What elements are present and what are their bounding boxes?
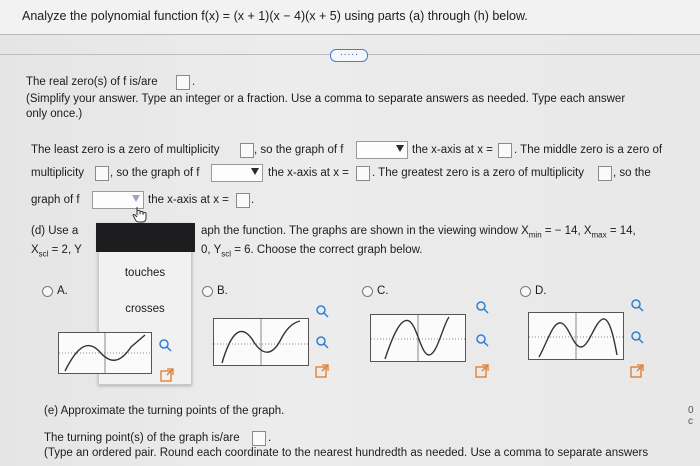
chevron-down-icon <box>132 195 140 202</box>
least-graph-text: , so the graph of f <box>254 144 344 156</box>
greatest-axis-text: the x-axis at x = <box>148 194 229 206</box>
external-link-icon[interactable] <box>475 364 489 378</box>
turning-points-input[interactable] <box>252 431 266 446</box>
external-link-icon[interactable] <box>630 364 644 378</box>
part-d-text-2: 0, $Y_{scl} = 6$. Choose the correct graph below. <box>201 244 423 259</box>
turning-points-instruction: (Type an ordered pair. Round each coordinate to the nearest hundredth as needed. Use a comma to separate answers <box>44 447 649 459</box>
external-link-icon[interactable] <box>315 364 329 378</box>
zoom-in-icon[interactable] <box>315 304 329 318</box>
external-link-icon[interactable] <box>160 368 174 382</box>
hand-cursor-icon <box>132 205 148 223</box>
real-zeros-instruction-1: (Simplify your answer. Type an integer or a fraction. Use a comma to separate answers as needed. Type each answer <box>26 93 626 105</box>
choice-b-label: B. <box>217 285 228 297</box>
redaction-block <box>96 223 195 252</box>
part-e-heading: (e) Approximate the turning points of the graph. <box>44 405 285 417</box>
turning-points-period: . <box>268 432 272 444</box>
part-d-text-1: aph the function. The graphs are shown in the viewing window $X_{min}$ = − 14, $X_{max} = 14$, <box>201 225 636 240</box>
side-text: 0 c <box>688 405 694 427</box>
graph-b[interactable] <box>213 318 309 366</box>
chevron-down-icon <box>396 145 404 152</box>
least-behavior-dropdown[interactable] <box>356 141 408 159</box>
least-zero-text: The least zero is a zero of multiplicity <box>31 144 220 156</box>
turning-points-label: The turning point(s) of the graph is/are <box>44 432 240 444</box>
middle-graph-text: , so the graph of f <box>110 167 200 179</box>
real-zeros-input[interactable] <box>176 75 190 90</box>
greatest-zero-text: . The greatest zero is a zero of multiplicity <box>372 167 584 179</box>
zoom-out-icon[interactable] <box>315 335 329 349</box>
least-x-input[interactable] <box>498 143 512 158</box>
choice-b-radio[interactable] <box>202 286 213 297</box>
real-zeros-period: . <box>192 76 196 88</box>
greatest-x-input[interactable] <box>236 193 250 208</box>
least-axis-text: the x-axis at x = <box>412 144 493 156</box>
greatest-multiplicity-input[interactable] <box>598 166 612 181</box>
graph-of-f-text: graph of f <box>31 194 80 206</box>
zoom-in-icon[interactable] <box>158 338 172 352</box>
option-touches[interactable]: touches <box>124 267 166 279</box>
chevron-down-icon <box>251 168 259 175</box>
choice-a-radio[interactable] <box>42 286 53 297</box>
choice-d-label: D. <box>535 285 547 297</box>
choice-a-label: A. <box>57 285 68 297</box>
greatest-so-text: , so the <box>613 167 651 179</box>
part-d-text-1a: (d) Use a <box>31 225 79 237</box>
more-button[interactable] <box>330 49 368 62</box>
middle-axis-text: the x-axis at x = <box>268 167 349 179</box>
real-zeros-label: The real zero(s) of f is/are <box>26 76 158 88</box>
middle-zero-text: . The middle zero is a zero of <box>514 144 663 156</box>
question-header <box>0 0 700 35</box>
choice-c-label: C. <box>377 285 389 297</box>
graph-c[interactable] <box>370 314 466 362</box>
greatest-period: . <box>251 194 255 206</box>
middle-multiplicity-input[interactable] <box>95 166 109 181</box>
multiplicity-text: multiplicity <box>31 167 85 179</box>
question-text: Analyze the polynomial function f(x) = (x + 1)(x − 4)(x + 5) using parts (a) through (h) below. <box>22 9 528 23</box>
zoom-out-icon[interactable] <box>630 330 644 344</box>
option-crosses[interactable]: crosses <box>125 303 165 315</box>
middle-behavior-dropdown[interactable] <box>211 164 263 182</box>
part-d-text-2a: $X_{scl} = 2$, Y <box>31 244 82 259</box>
graph-a[interactable] <box>58 332 152 374</box>
zoom-in-icon[interactable] <box>475 300 489 314</box>
choice-d-radio[interactable] <box>520 286 531 297</box>
graph-d[interactable] <box>528 312 624 360</box>
zoom-out-icon[interactable] <box>475 333 489 347</box>
choice-c-radio[interactable] <box>362 286 373 297</box>
more-button-label: ..... <box>340 47 359 58</box>
real-zeros-instruction-2: only once.) <box>26 108 83 120</box>
zoom-in-icon[interactable] <box>630 298 644 312</box>
least-multiplicity-input[interactable] <box>240 143 254 158</box>
middle-x-input[interactable] <box>356 166 370 181</box>
